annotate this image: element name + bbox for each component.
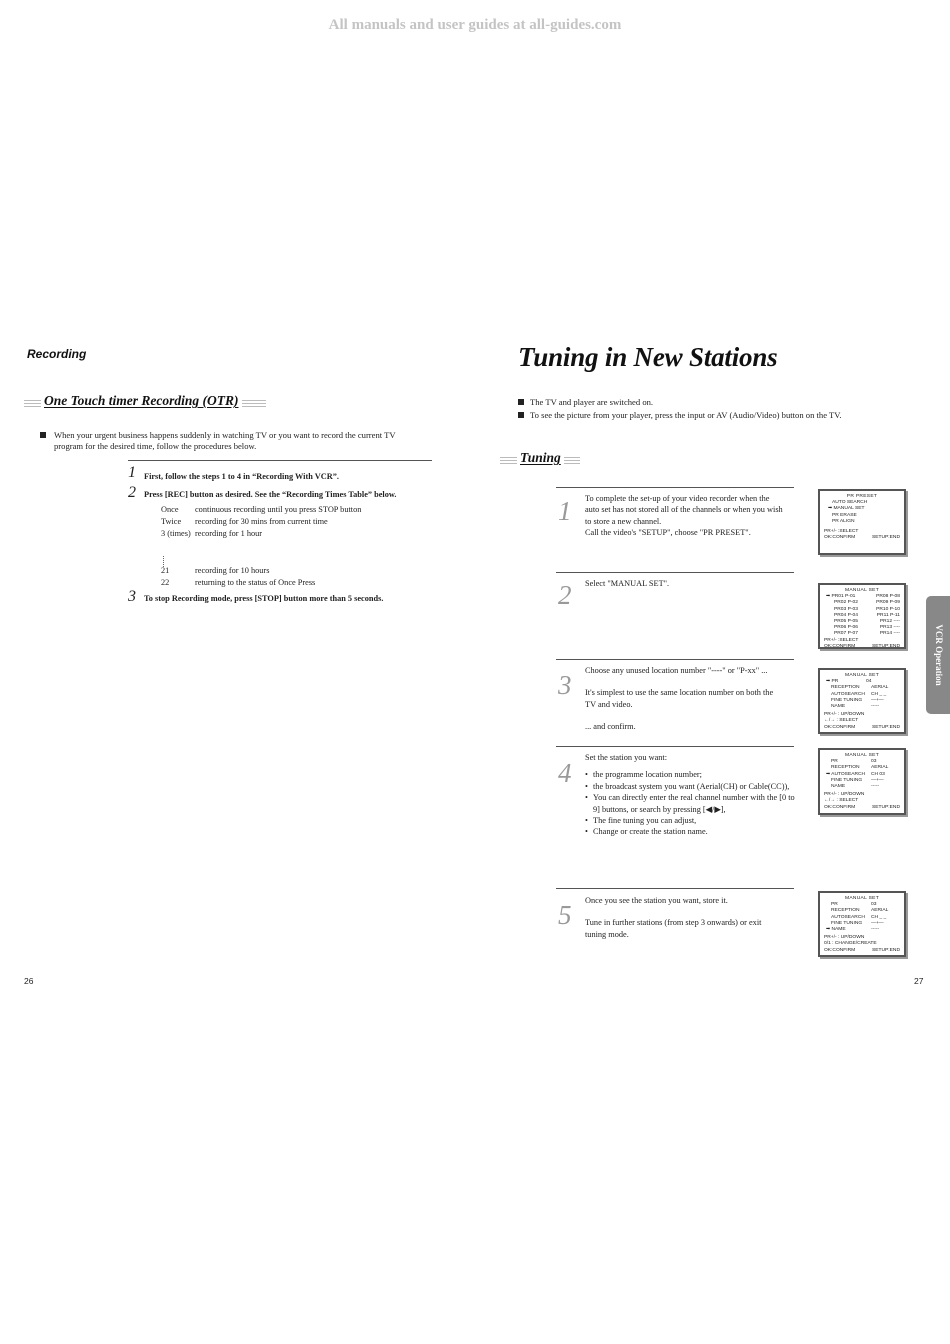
step-number: 1 <box>558 496 572 526</box>
divider <box>128 460 432 461</box>
preconditions-list <box>518 396 918 422</box>
times-table-row <box>161 505 441 516</box>
step-number: 1 <box>128 464 136 481</box>
square-bullet-icon <box>518 412 524 418</box>
press-description: recording for 10 hours <box>195 566 270 575</box>
press-description: recording for 30 mins from current time <box>195 517 328 526</box>
side-tab-label: VCR Operation <box>934 624 944 686</box>
section-label: Recording <box>27 347 87 361</box>
times-table-row <box>161 529 441 540</box>
step-divider <box>556 659 794 660</box>
osd-manual-set-list: MANUAL SET ➡ PR01 P-01 PR08 P-08 PR02 P-02 PR09 P-09 PR03 P-03 PR10 P-10 PR04 P-04 PR11 P-11 PR05 P-05 PR12 ---- PR06 P-06 PR13 ---- PR07 P-07 PR14 ---- PR+/- :SELECT OK:CONFIRM SETUP:END <box>818 583 906 649</box>
list-item: • Change or create the station name. <box>585 826 795 837</box>
step-number: 3 <box>128 588 136 605</box>
page-number-right: 27 <box>914 976 924 986</box>
list-item: • the broadcast system you want (Aerial(CH) or Cable(CC)), <box>585 781 795 792</box>
step-number: 4 <box>558 758 572 788</box>
step-number: 2 <box>128 484 136 501</box>
intro-paragraph <box>40 430 430 452</box>
step-number: 5 <box>558 900 572 930</box>
press-description: recording for 1 hour <box>195 529 263 538</box>
list-item: The TV and player are switched on. <box>518 396 918 409</box>
press-count: 22 <box>161 578 170 587</box>
press-description: returning to the status of Once Press <box>195 578 316 587</box>
step-number: 2 <box>558 580 572 610</box>
step-divider <box>556 888 794 889</box>
step-text: Select "MANUAL SET". <box>585 579 670 588</box>
step-divider <box>556 572 794 573</box>
step-text: Choose any unused location number "----" or "P-xx" ... It's simplest to use the same location number on both the TV and video. ... and confirm. <box>585 666 774 732</box>
times-table-row <box>161 578 441 589</box>
times-table-row <box>161 566 441 577</box>
step-text: To stop Recording mode, press [STOP] button more than 5 seconds. <box>144 594 384 603</box>
step-text: First, follow the steps 1 to 4 in “Recording With VCR”. <box>144 472 339 481</box>
tuning-heading: Tuning <box>517 450 564 466</box>
intro-line: program for the desired time, follow the procedures below. <box>54 441 257 451</box>
section-side-tab <box>926 596 950 714</box>
square-bullet-icon <box>40 432 46 438</box>
step-divider <box>556 746 794 747</box>
press-count: Twice <box>161 517 182 526</box>
step-text: To complete the set-up of your video recorder when the auto set has not stored all of the channels or when you wish to store a new channel. Call the video's "SETUP", choose "PR PRESET". <box>585 494 783 538</box>
times-table-row <box>161 517 441 528</box>
watermark: All manuals and user guides at all-guides.com <box>328 17 622 33</box>
page-number-left: 26 <box>24 976 34 986</box>
press-count: Once <box>161 505 179 514</box>
list-item: • The fine tuning you can adjust, <box>585 815 795 826</box>
step-divider <box>556 487 794 488</box>
osd-manual-set-pr: MANUAL SET ➡ PR 04 RECEPTION AERIAL AUTOSEARCH CH _ _ FINE TUNING —+— NAME ----- PR+/- : UP/DOWN ←/→ : SELECT OK:CONFIRM SETUP:END <box>818 668 906 734</box>
intro-line: When your urgent business happens suddenly in watching TV or you want to record the current TV <box>54 430 396 440</box>
square-bullet-icon <box>518 399 524 405</box>
otr-heading: One Touch timer Recording (OTR) <box>41 393 242 409</box>
list-item: To see the picture from your player, press the input or AV (Audio/Video) button on the TV. <box>518 409 918 422</box>
list-item: • the programme location number; <box>585 769 795 780</box>
step-text: Once you see the station you want, store it. Tune in further stations (from step 3 onwards) or exit tuning mode. <box>585 896 762 939</box>
osd-manual-set-autosearch: MANUAL SET PR 03 RECEPTION AERIAL ➡ AUTOSEARCH CH 03 FINE TUNING —+— NAME ----- PR+/- : UP/DOWN ←/→ : SELECT OK:CONFIRM SETUP:END <box>818 748 906 815</box>
step-text: Press [REC] button as desired. See the “Recording Times Table” below. <box>144 490 397 499</box>
step-text: Set the station you want: • the programme location number; • the broadcast system you want (Aerial(CH) or Cable(CC)), • You can directly enter the real channel number with the [0 to 9] buttons, or search by pressing [◀/▶], • The fine tuning you can adjust, • Change or create the station name. <box>585 752 795 838</box>
osd-manual-set-name: MANUAL SET PR 03 RECEPTION AERIAL AUTOSEARCH CH _ _ FINE TUNING —+— ➡ NAME ----- PR+/- : UP/DOWN 0/1 : CHANGE/CREATE OK:CONFIRM SETUP:END <box>818 891 906 957</box>
press-count: 3 (times) <box>161 529 191 538</box>
osd-pr-preset-screen: PR PRESET AUTO SEARCH ➡ MANUAL SET PR ERASE PR ALIGN PR+/- :SELECT OK:CONFIRM SETUP:END <box>818 489 906 555</box>
page-title: Tuning in New Stations <box>518 342 778 372</box>
list-item: • You can directly enter the real channel number with the [0 to 9] buttons, or search by pressing [◀/▶], <box>585 792 795 815</box>
press-count: 21 <box>161 566 170 575</box>
step-number: 3 <box>558 670 572 700</box>
press-description: continuous recording until you press STOP button <box>195 505 362 514</box>
